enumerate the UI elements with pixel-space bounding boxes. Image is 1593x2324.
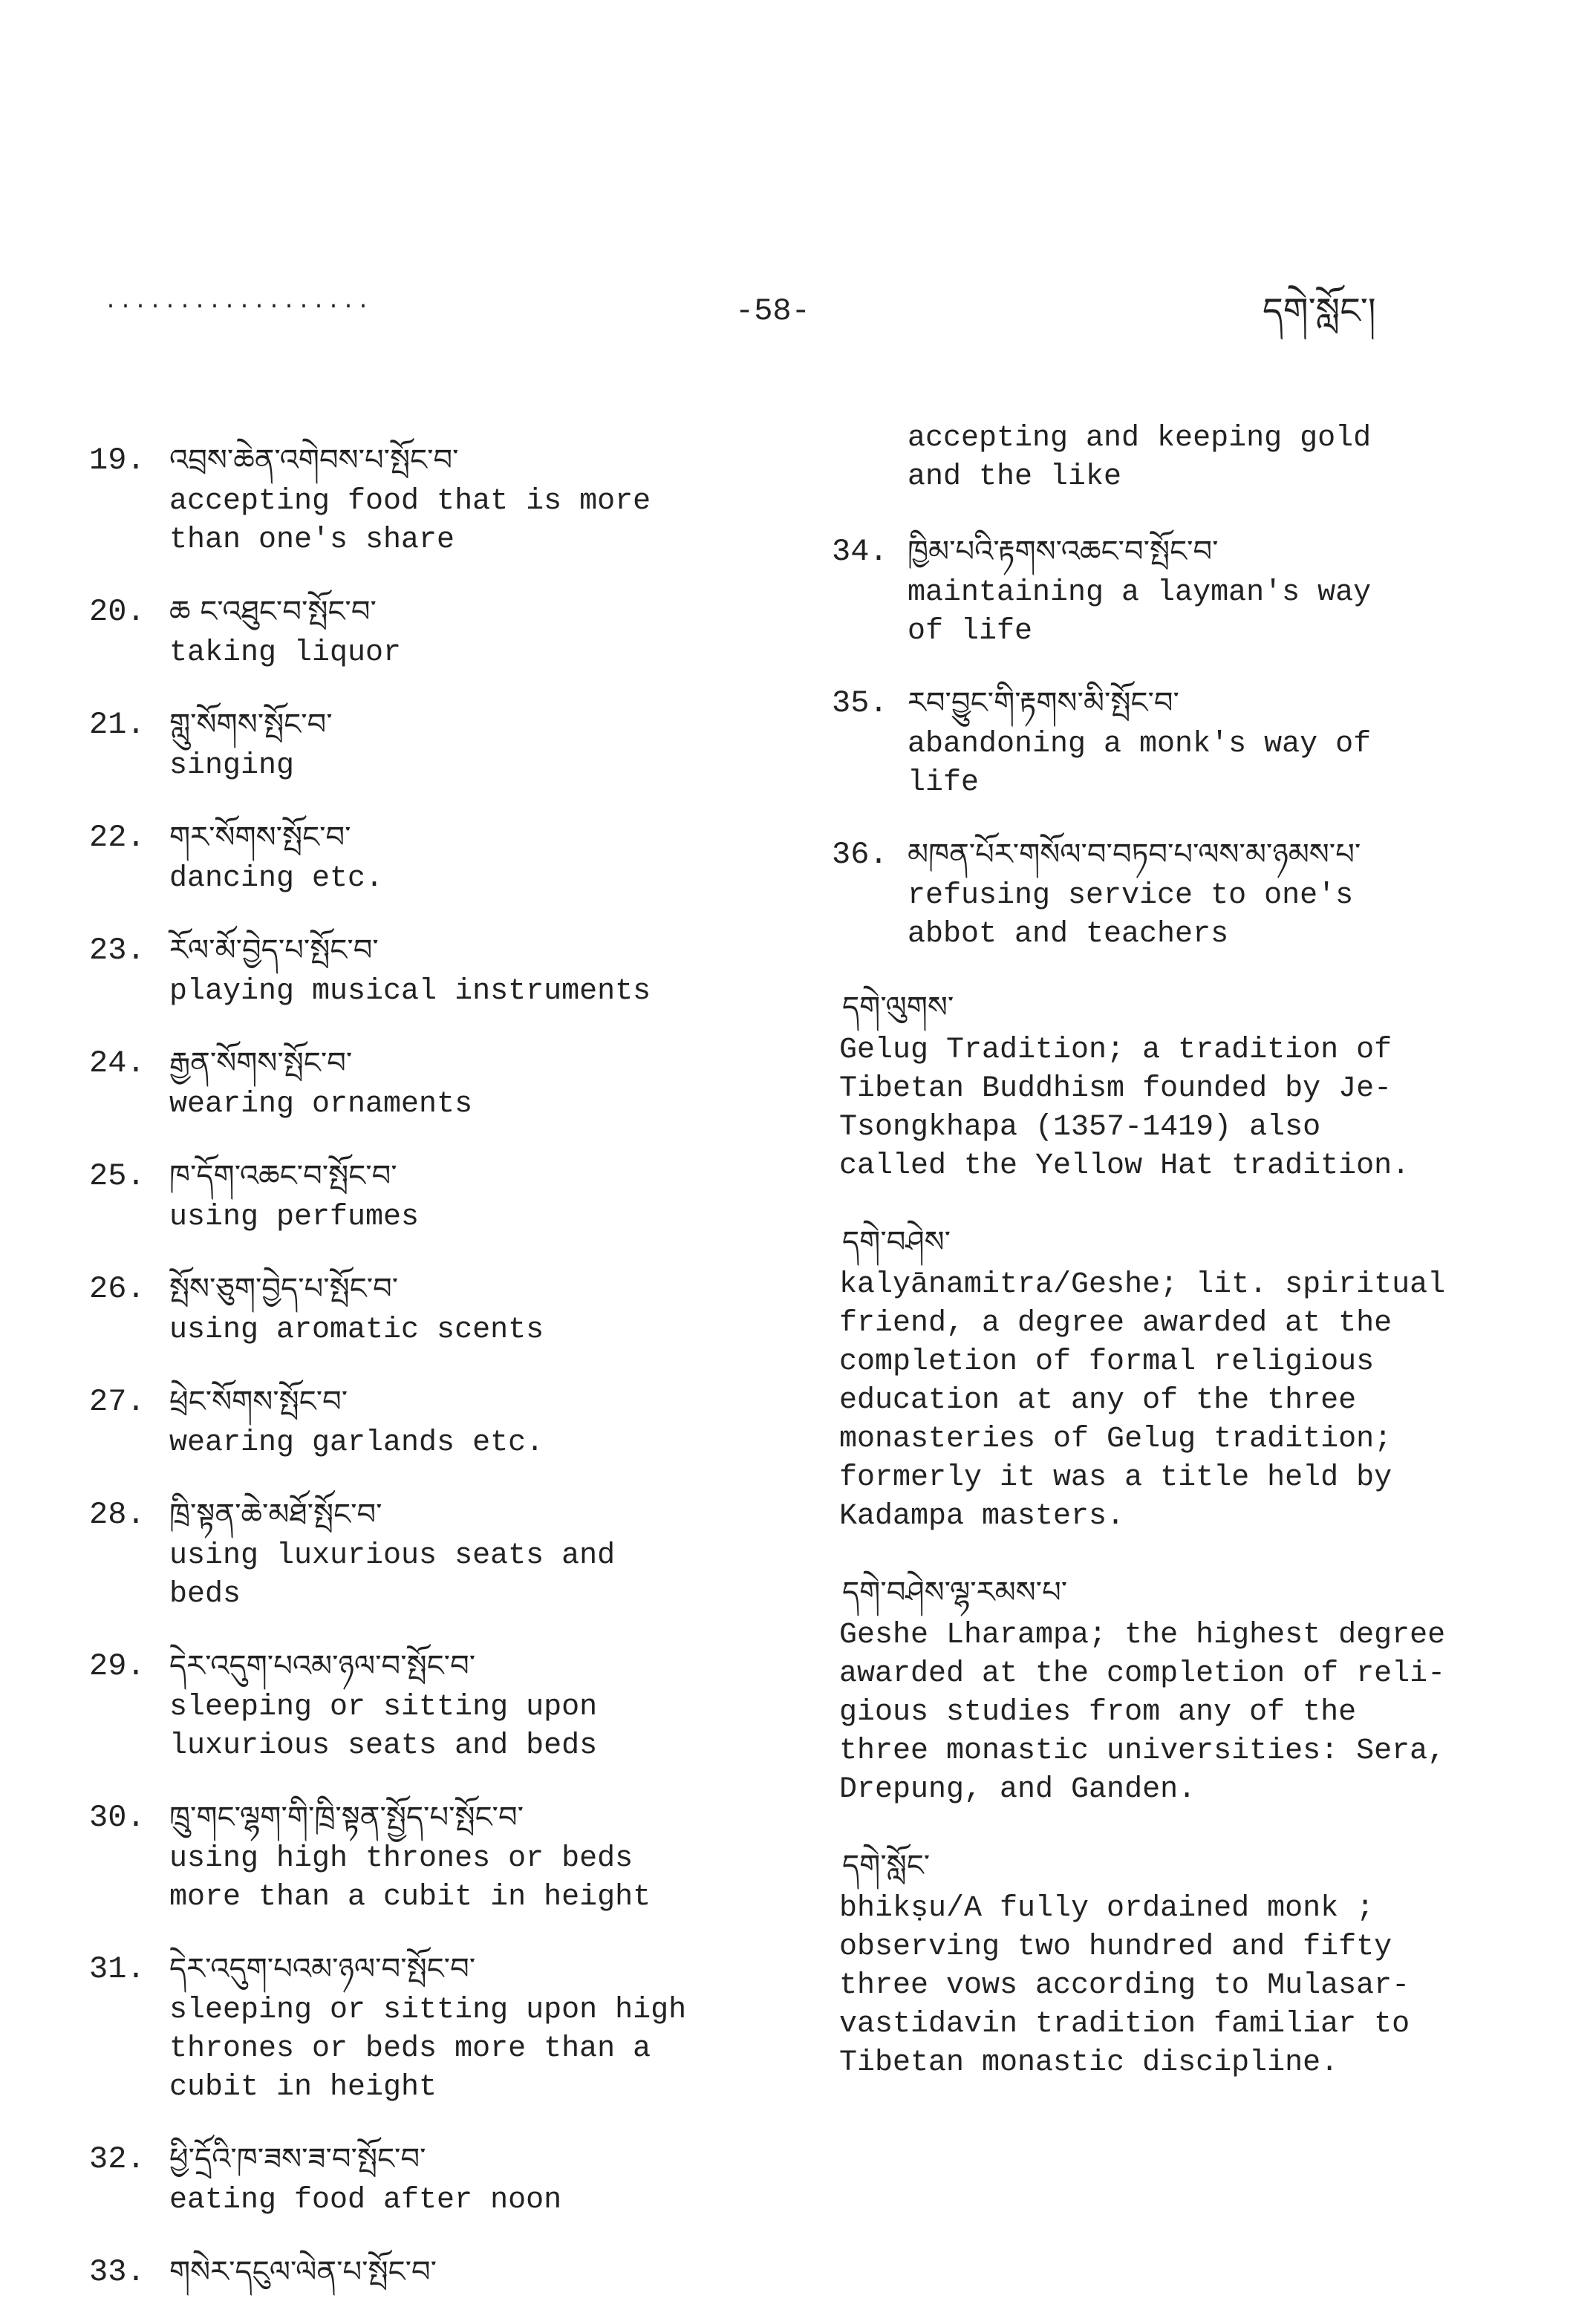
item-number: 35. bbox=[832, 685, 888, 721]
tibetan-term: ཁྲི་སྟན་ཆེ་མཐོ་སྤོང་བ་ bbox=[169, 1498, 382, 1532]
tibetan-term: ཁྱིམ་པའི་རྟགས་འཆང་བ་སྤོང་བ་ bbox=[908, 535, 1219, 569]
continuation-text: accepting and keeping gold and the like bbox=[908, 422, 1372, 494]
tibetan-term: རབ་བྱུང་གི་རྟགས་མི་སྤོང་བ་ bbox=[908, 686, 1179, 720]
tibetan-term: ཁ་དོག་འཆང་བ་སྤོང་བ་ bbox=[169, 1159, 397, 1193]
english-gloss: abandoning a monk's way of life bbox=[908, 728, 1372, 800]
item-number: 24. bbox=[89, 1045, 146, 1081]
item-number: 20. bbox=[89, 594, 146, 630]
tibetan-term: རྒྱན་སོགས་སྤོང་བ་ bbox=[169, 1046, 353, 1080]
item-number: 19. bbox=[89, 443, 146, 478]
tibetan-term: དེར་འདུག་པའམ་ཉལ་བ་སྤོང་བ་ bbox=[169, 1649, 476, 1683]
list-item bbox=[89, 2250, 772, 2294]
item-number: 27. bbox=[89, 1384, 146, 1420]
item-number: 36. bbox=[832, 837, 888, 872]
english-gloss: accepting food that is more than one's share bbox=[169, 485, 651, 557]
english-gloss: refusing service to one's abbot and teachers bbox=[908, 879, 1354, 951]
glossary-terms bbox=[839, 984, 1508, 2083]
tibetan-term: ཆ ང་འཐུང་བ་སྤོང་བ་ bbox=[169, 595, 377, 629]
glossary-headword: དགེ་སློང་ bbox=[842, 1849, 931, 1883]
glossary-entry bbox=[839, 984, 1508, 1186]
glossary-headword: དགེ་བཤེས་ bbox=[842, 1225, 951, 1259]
list-item bbox=[89, 1947, 772, 2107]
english-gloss: wearing garlands etc. bbox=[169, 1426, 544, 1460]
glossary-entry bbox=[839, 1218, 1508, 1536]
tibetan-term: མཁན་པོར་གསོལ་བ་བཏབ་པ་ལས་མ་ཉམས་པ་ bbox=[908, 838, 1361, 872]
english-gloss: sleeping or sitting upon high thrones or beds more than a cubit in height bbox=[169, 1994, 687, 2104]
glossary-definition: Geshe Lharampa; the highest degree awarded at the completion of reli- gious studies from any of the three monastic universities: Sera, Drepung, and Ganden. bbox=[839, 1619, 1446, 1806]
list-item bbox=[89, 1795, 772, 1917]
item-number: 29. bbox=[89, 1648, 146, 1684]
english-gloss: eating food after noon bbox=[169, 2184, 562, 2217]
list-item bbox=[89, 815, 772, 898]
list-item bbox=[89, 590, 772, 673]
right-entries bbox=[832, 529, 1508, 954]
left-column bbox=[89, 438, 772, 2324]
item-number: 33. bbox=[89, 2254, 146, 2290]
glossary-headword: དགེ་ལུགས་ bbox=[842, 990, 954, 1025]
english-gloss: wearing ornaments bbox=[169, 1088, 473, 1121]
item-number: 23. bbox=[89, 933, 146, 968]
item-number: 26. bbox=[89, 1271, 146, 1307]
list-item bbox=[89, 928, 772, 1011]
list-item bbox=[89, 438, 772, 560]
list-item bbox=[832, 832, 1508, 954]
glossary-headword: དགེ་བཤེས་ལྷ་རམས་པ་ bbox=[842, 1576, 1068, 1610]
running-title: དགེ་སློང་། bbox=[1263, 290, 1376, 332]
english-gloss: maintaining a layman's way of life bbox=[908, 576, 1372, 648]
list-item bbox=[832, 529, 1508, 651]
right-column bbox=[832, 420, 1508, 2115]
header-dots: .................. bbox=[104, 290, 372, 315]
item-number: 28. bbox=[89, 1497, 146, 1533]
glossary-definition: Gelug Tradition; a tradition of Tibetan Buddhism founded by Je- Tsongkhapa (1357-1419) also called the Yellow Hat tradition. bbox=[839, 1034, 1410, 1183]
list-item bbox=[89, 1267, 772, 1350]
item-number: 25. bbox=[89, 1158, 146, 1194]
english-gloss: using high thrones or beds more than a cubit in height bbox=[169, 1842, 651, 1914]
tibetan-term: རོལ་མོ་བྱེད་པ་སྤོང་བ་ bbox=[169, 933, 379, 967]
page-number: -58- bbox=[735, 293, 810, 329]
item-number: 22. bbox=[89, 820, 146, 855]
english-gloss: using perfumes bbox=[169, 1201, 420, 1234]
glossary-entry bbox=[839, 1842, 1508, 2083]
list-item bbox=[89, 1041, 772, 1124]
glossary-definition: bhikṣu/A fully ordained monk ; observing two hundred and fifty three vows according to Mulasar- vastidavin tradition familiar to Tibetan monastic discipline. bbox=[839, 1892, 1410, 2080]
item-number: 21. bbox=[89, 707, 146, 742]
list-item bbox=[89, 1644, 772, 1766]
list-item bbox=[89, 702, 772, 786]
list-item bbox=[89, 2137, 772, 2220]
list-item bbox=[89, 1154, 772, 1237]
item-number: 34. bbox=[832, 534, 888, 569]
english-gloss: taking liquor bbox=[169, 636, 402, 670]
tibetan-term: ཁྲུ་གང་ལྷག་གི་ཁྲི་སྟན་སྤྱོད་པ་སྤོང་བ་ bbox=[169, 1801, 524, 1835]
tibetan-term: སྤོས་ཅུག་བྱེད་པ་སྤོང་བ་ bbox=[169, 1272, 399, 1306]
english-gloss: using aromatic scents bbox=[169, 1313, 544, 1347]
tibetan-term: གླུ་སོགས་སྤོང་བ་ bbox=[169, 708, 333, 742]
tibetan-term: ཕྱི་དྲོའི་ཁ་ཟས་ཟ་བ་སྤོང་བ་ bbox=[169, 2142, 426, 2176]
english-gloss: dancing etc. bbox=[169, 862, 384, 895]
list-item bbox=[89, 1492, 772, 1614]
glossary-entry bbox=[839, 1569, 1508, 1809]
english-gloss: sleeping or sitting upon luxurious seats and beds bbox=[169, 1691, 598, 1763]
item-number: 31. bbox=[89, 1951, 146, 1987]
tibetan-term: གར་སོགས་སྤོང་བ་ bbox=[169, 820, 351, 855]
tibetan-term: གསེར་དངུལ་ལེན་པ་སྤོང་བ་ bbox=[169, 2255, 437, 2289]
tibetan-term: དེར་འདུག་པའམ་ཉལ་བ་སྤོང་བ་ bbox=[169, 1952, 476, 1986]
tibetan-term: འབྲས་ཆེན་འགེབས་པ་སྤོང་བ་ bbox=[169, 443, 459, 477]
list-item bbox=[89, 1380, 772, 1463]
list-item bbox=[832, 681, 1508, 803]
english-gloss: singing bbox=[169, 749, 295, 783]
english-gloss: using luxurious seats and beds bbox=[169, 1539, 616, 1611]
english-gloss: playing musical instruments bbox=[169, 975, 651, 1008]
glossary-definition: kalyānamitra/Geshe; lit. spiritual friend, a degree awarded at the completion of formal religious education at any of the three monasteries of Gelug tradition; formerly it was a title held by Kadampa masters. bbox=[839, 1268, 1446, 1533]
item-number: 32. bbox=[89, 2141, 146, 2177]
tibetan-term: ཕྲེང་སོགས་སྤོང་བ་ bbox=[169, 1385, 348, 1419]
item-number: 30. bbox=[89, 1800, 146, 1835]
